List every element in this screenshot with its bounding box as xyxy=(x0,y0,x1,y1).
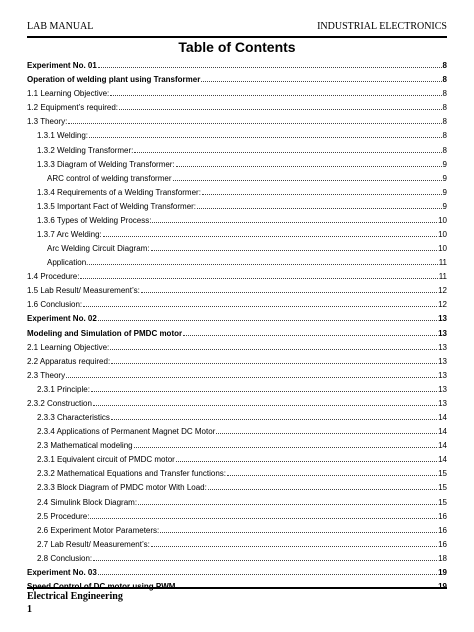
toc-dot-leader xyxy=(90,518,437,519)
toc-entry[interactable] xyxy=(27,253,447,267)
toc-entry[interactable] xyxy=(27,521,447,535)
toc-entry-page-number: 13 xyxy=(438,314,447,324)
toc-entry-page-number: 14 xyxy=(438,413,447,423)
toc-entry-label: Experiment No. 02 xyxy=(27,314,97,324)
toc-entry[interactable] xyxy=(27,450,447,464)
toc-entry-page-number: 15 xyxy=(438,497,447,507)
toc-dot-leader xyxy=(151,546,437,547)
toc-entry[interactable] xyxy=(27,352,447,366)
toc-entry-label: 2.6 Experiment Motor Parameters: xyxy=(37,525,160,535)
toc-dot-leader xyxy=(134,447,437,448)
toc-entry-page-number: 12 xyxy=(438,286,447,296)
toc-entry[interactable] xyxy=(27,295,447,309)
toc-entry-label: 1.3.4 Requirements of a Welding Transformer: xyxy=(37,187,201,197)
toc-entry-page-number: 8 xyxy=(442,145,447,155)
toc-entry-label: 2.3.3 Block Diagram of PMDC motor With Load: xyxy=(37,483,207,493)
toc-dot-leader xyxy=(176,461,437,462)
toc-entry[interactable] xyxy=(27,535,447,549)
toc-entry-page-number: 8 xyxy=(442,103,447,113)
toc-entry-label: 2.3 Mathematical modeling xyxy=(37,441,133,451)
toc-entry-label: 1.5 Lab Result/ Measurement’s: xyxy=(27,286,140,296)
toc-entry[interactable] xyxy=(27,183,447,197)
toc-dot-leader xyxy=(89,137,442,138)
toc-dot-leader xyxy=(141,292,437,293)
toc-entry[interactable] xyxy=(27,56,447,70)
toc-dot-leader xyxy=(80,278,437,279)
toc-entry-label: Speed Control of DC motor using PWM xyxy=(27,581,176,591)
toc-dot-leader xyxy=(110,95,441,96)
toc-dot-leader xyxy=(111,363,437,364)
toc-dot-leader xyxy=(183,335,437,336)
toc-entry[interactable] xyxy=(27,408,447,422)
toc-entry-page-number: 8 xyxy=(442,117,447,127)
toc-dot-leader xyxy=(134,152,441,153)
toc-entry[interactable] xyxy=(27,239,447,253)
toc-entry-label: 1.1 Learning Objective: xyxy=(27,89,110,99)
toc-entry[interactable] xyxy=(27,394,447,408)
toc-entry-label: Operation of welding plant using Transformer xyxy=(27,75,201,85)
toc-entry[interactable] xyxy=(27,464,447,478)
toc-entry-page-number: 8 xyxy=(442,89,447,99)
toc-entry[interactable] xyxy=(27,70,447,84)
toc-entry-label: 2.2 Apparatus required: xyxy=(27,356,111,366)
toc-entry[interactable] xyxy=(27,436,447,450)
toc-dot-leader xyxy=(98,320,437,321)
toc-entry-page-number: 12 xyxy=(438,300,447,310)
toc-dot-leader xyxy=(208,489,437,490)
toc-dot-leader xyxy=(216,433,437,434)
running-header xyxy=(27,18,447,38)
toc-entry-page-number: 9 xyxy=(442,173,447,183)
toc-dot-leader xyxy=(227,475,437,476)
toc-entry-label: 2.3.2 Construction xyxy=(27,398,92,408)
toc-entry-label: 1.6 Conclusion: xyxy=(27,300,83,310)
running-footer xyxy=(27,587,447,616)
toc-entry-label: Experiment No. 01 xyxy=(27,61,97,71)
toc-dot-leader xyxy=(89,264,437,265)
toc-dot-leader xyxy=(111,419,437,420)
toc-entry-label: 2.5 Procedure: xyxy=(37,511,90,521)
toc-dot-leader xyxy=(138,504,437,505)
toc-entry-page-number: 13 xyxy=(438,370,447,380)
toc-entry-page-number: 11 xyxy=(438,272,447,282)
toc-dot-leader xyxy=(119,109,442,110)
toc-entry-page-number: 10 xyxy=(438,230,447,240)
toc-entry[interactable] xyxy=(27,507,447,521)
toc-entry-page-number: 9 xyxy=(442,187,447,197)
toc-entry-label: Application. xyxy=(47,258,89,268)
toc-entry[interactable] xyxy=(27,155,447,169)
toc-dot-leader xyxy=(66,377,437,378)
toc-entry-label: ARC control of welding transformer xyxy=(47,173,172,183)
toc-entry-label: 2.8 Conclusion: xyxy=(37,553,93,563)
toc-entry[interactable] xyxy=(27,309,447,323)
toc-entry[interactable] xyxy=(27,112,447,126)
toc-entry[interactable] xyxy=(27,197,447,211)
toc-entry-page-number: 8 xyxy=(442,131,447,141)
toc-entry[interactable] xyxy=(27,323,447,337)
header-left-text: LAB MANUAL xyxy=(27,21,94,32)
toc-entry-page-number: 10 xyxy=(438,215,447,225)
toc-dot-leader xyxy=(151,250,438,251)
toc-entry-label: 2.3.1 Principle: xyxy=(37,384,90,394)
toc-entry-page-number: 14 xyxy=(438,427,447,437)
toc-dot-leader xyxy=(93,405,437,406)
toc-entry[interactable] xyxy=(27,492,447,506)
toc-dot-leader xyxy=(83,306,437,307)
toc-dot-leader xyxy=(98,574,437,575)
toc-entry[interactable] xyxy=(27,563,447,577)
toc-entry-label: 1.3.3 Diagram of Welding Transformer: xyxy=(37,159,175,169)
toc-entry-page-number: 15 xyxy=(438,483,447,493)
toc-entry-page-number: 19 xyxy=(438,581,447,591)
toc-entry-page-number: 10 xyxy=(438,244,447,254)
toc-entry[interactable] xyxy=(27,169,447,183)
toc-entry-page-number: 19 xyxy=(438,567,447,577)
toc-dot-leader xyxy=(173,180,442,181)
toc-entry-label: 2.3.2 Mathematical Equations and Transfer functions: xyxy=(37,469,226,479)
toc-entry-page-number: 9 xyxy=(442,159,447,169)
toc-dot-leader xyxy=(176,166,442,167)
toc-dot-leader xyxy=(197,208,442,209)
toc-entry[interactable] xyxy=(27,140,447,154)
toc-entry[interactable] xyxy=(27,84,447,98)
toc-entry-label: 1.3.5 Important Fact of Welding Transformer: xyxy=(37,201,197,211)
toc-dot-leader xyxy=(103,236,437,237)
toc-entry-page-number: 13 xyxy=(438,342,447,352)
toc-dot-leader xyxy=(152,222,437,223)
toc-entry-page-number: 15 xyxy=(438,469,447,479)
toc-entry-label: 2.3 Theory xyxy=(27,370,66,380)
toc-entry-label: 1.4 Procedure: xyxy=(27,272,80,282)
toc-entry-label: 2.7 Lab Result/ Measurement’s: xyxy=(37,539,150,549)
toc-entry-page-number: 13 xyxy=(438,356,447,366)
toc-entry[interactable] xyxy=(27,422,447,436)
toc-entry-page-number: 16 xyxy=(438,511,447,521)
table-of-contents xyxy=(27,56,447,591)
toc-entry-page-number: 8 xyxy=(442,75,447,85)
toc-entry-label: 1.3.2 Welding Transformer: xyxy=(37,145,134,155)
toc-entry-page-number: 16 xyxy=(438,539,447,549)
toc-entry[interactable] xyxy=(27,281,447,295)
toc-entry-page-number: 13 xyxy=(438,398,447,408)
toc-dot-leader xyxy=(68,123,441,124)
page-title: Table of Contents xyxy=(178,39,296,55)
toc-entry-page-number: 18 xyxy=(438,553,447,563)
toc-entry[interactable] xyxy=(27,225,447,239)
footer-department: Electrical Engineering xyxy=(27,591,123,602)
toc-entry-label: 2.3.3 Characteristics xyxy=(37,413,110,423)
toc-entry-label: 1.3 Theory: xyxy=(27,117,68,127)
toc-entry[interactable] xyxy=(27,126,447,140)
toc-entry-page-number: 16 xyxy=(438,525,447,535)
toc-entry[interactable] xyxy=(27,338,447,352)
toc-entry-page-number: 9 xyxy=(442,201,447,211)
toc-dot-leader xyxy=(91,391,437,392)
footer-page-number: 1 xyxy=(27,604,32,615)
toc-entry-label: Experiment No. 03 xyxy=(27,567,97,577)
toc-entry-page-number: 13 xyxy=(438,328,447,338)
toc-entry-label: 1.3.7 Arc Welding: xyxy=(37,230,102,240)
toc-entry-page-number: 14 xyxy=(438,441,447,451)
toc-entry-page-number: 13 xyxy=(438,384,447,394)
toc-entry-label: 2.3.1 Equivalent circuit of PMDC motor xyxy=(37,455,175,465)
toc-entry-label: Arc Welding Circuit Diagram: xyxy=(47,244,150,254)
header-right-text: INDUSTRIAL ELECTRONICS xyxy=(317,21,447,32)
toc-entry[interactable] xyxy=(27,366,447,380)
toc-dot-leader xyxy=(202,194,442,195)
toc-entry-page-number: 11 xyxy=(438,258,447,268)
toc-entry-label: 1.3.1 Welding: xyxy=(37,131,88,141)
toc-dot-leader xyxy=(93,560,437,561)
toc-dot-leader xyxy=(201,81,441,82)
toc-entry-label: 2.3.4 Applications of Permanent Magnet DC Motor xyxy=(37,427,216,437)
toc-dot-leader xyxy=(98,67,442,68)
toc-entry[interactable] xyxy=(27,211,447,225)
toc-entry[interactable] xyxy=(27,380,447,394)
toc-entry[interactable] xyxy=(27,267,447,281)
toc-entry-label: Modeling and Simulation of PMDC motor xyxy=(27,328,183,338)
toc-entry-label: 2.1 Learning Objective: xyxy=(27,342,110,352)
toc-entry[interactable] xyxy=(27,549,447,563)
toc-entry[interactable] xyxy=(27,478,447,492)
toc-entry[interactable] xyxy=(27,98,447,112)
toc-entry-label: 1.3.6 Types of Welding Process: xyxy=(37,215,152,225)
toc-entry-page-number: 14 xyxy=(438,455,447,465)
toc-entry-label: 2.4 Simulink Block Diagram: xyxy=(37,497,138,507)
toc-entry-page-number: 8 xyxy=(442,61,447,71)
toc-entry-label: 1.2 Equipment’s required: xyxy=(27,103,119,113)
toc-dot-leader xyxy=(110,349,437,350)
toc-dot-leader xyxy=(160,532,437,533)
